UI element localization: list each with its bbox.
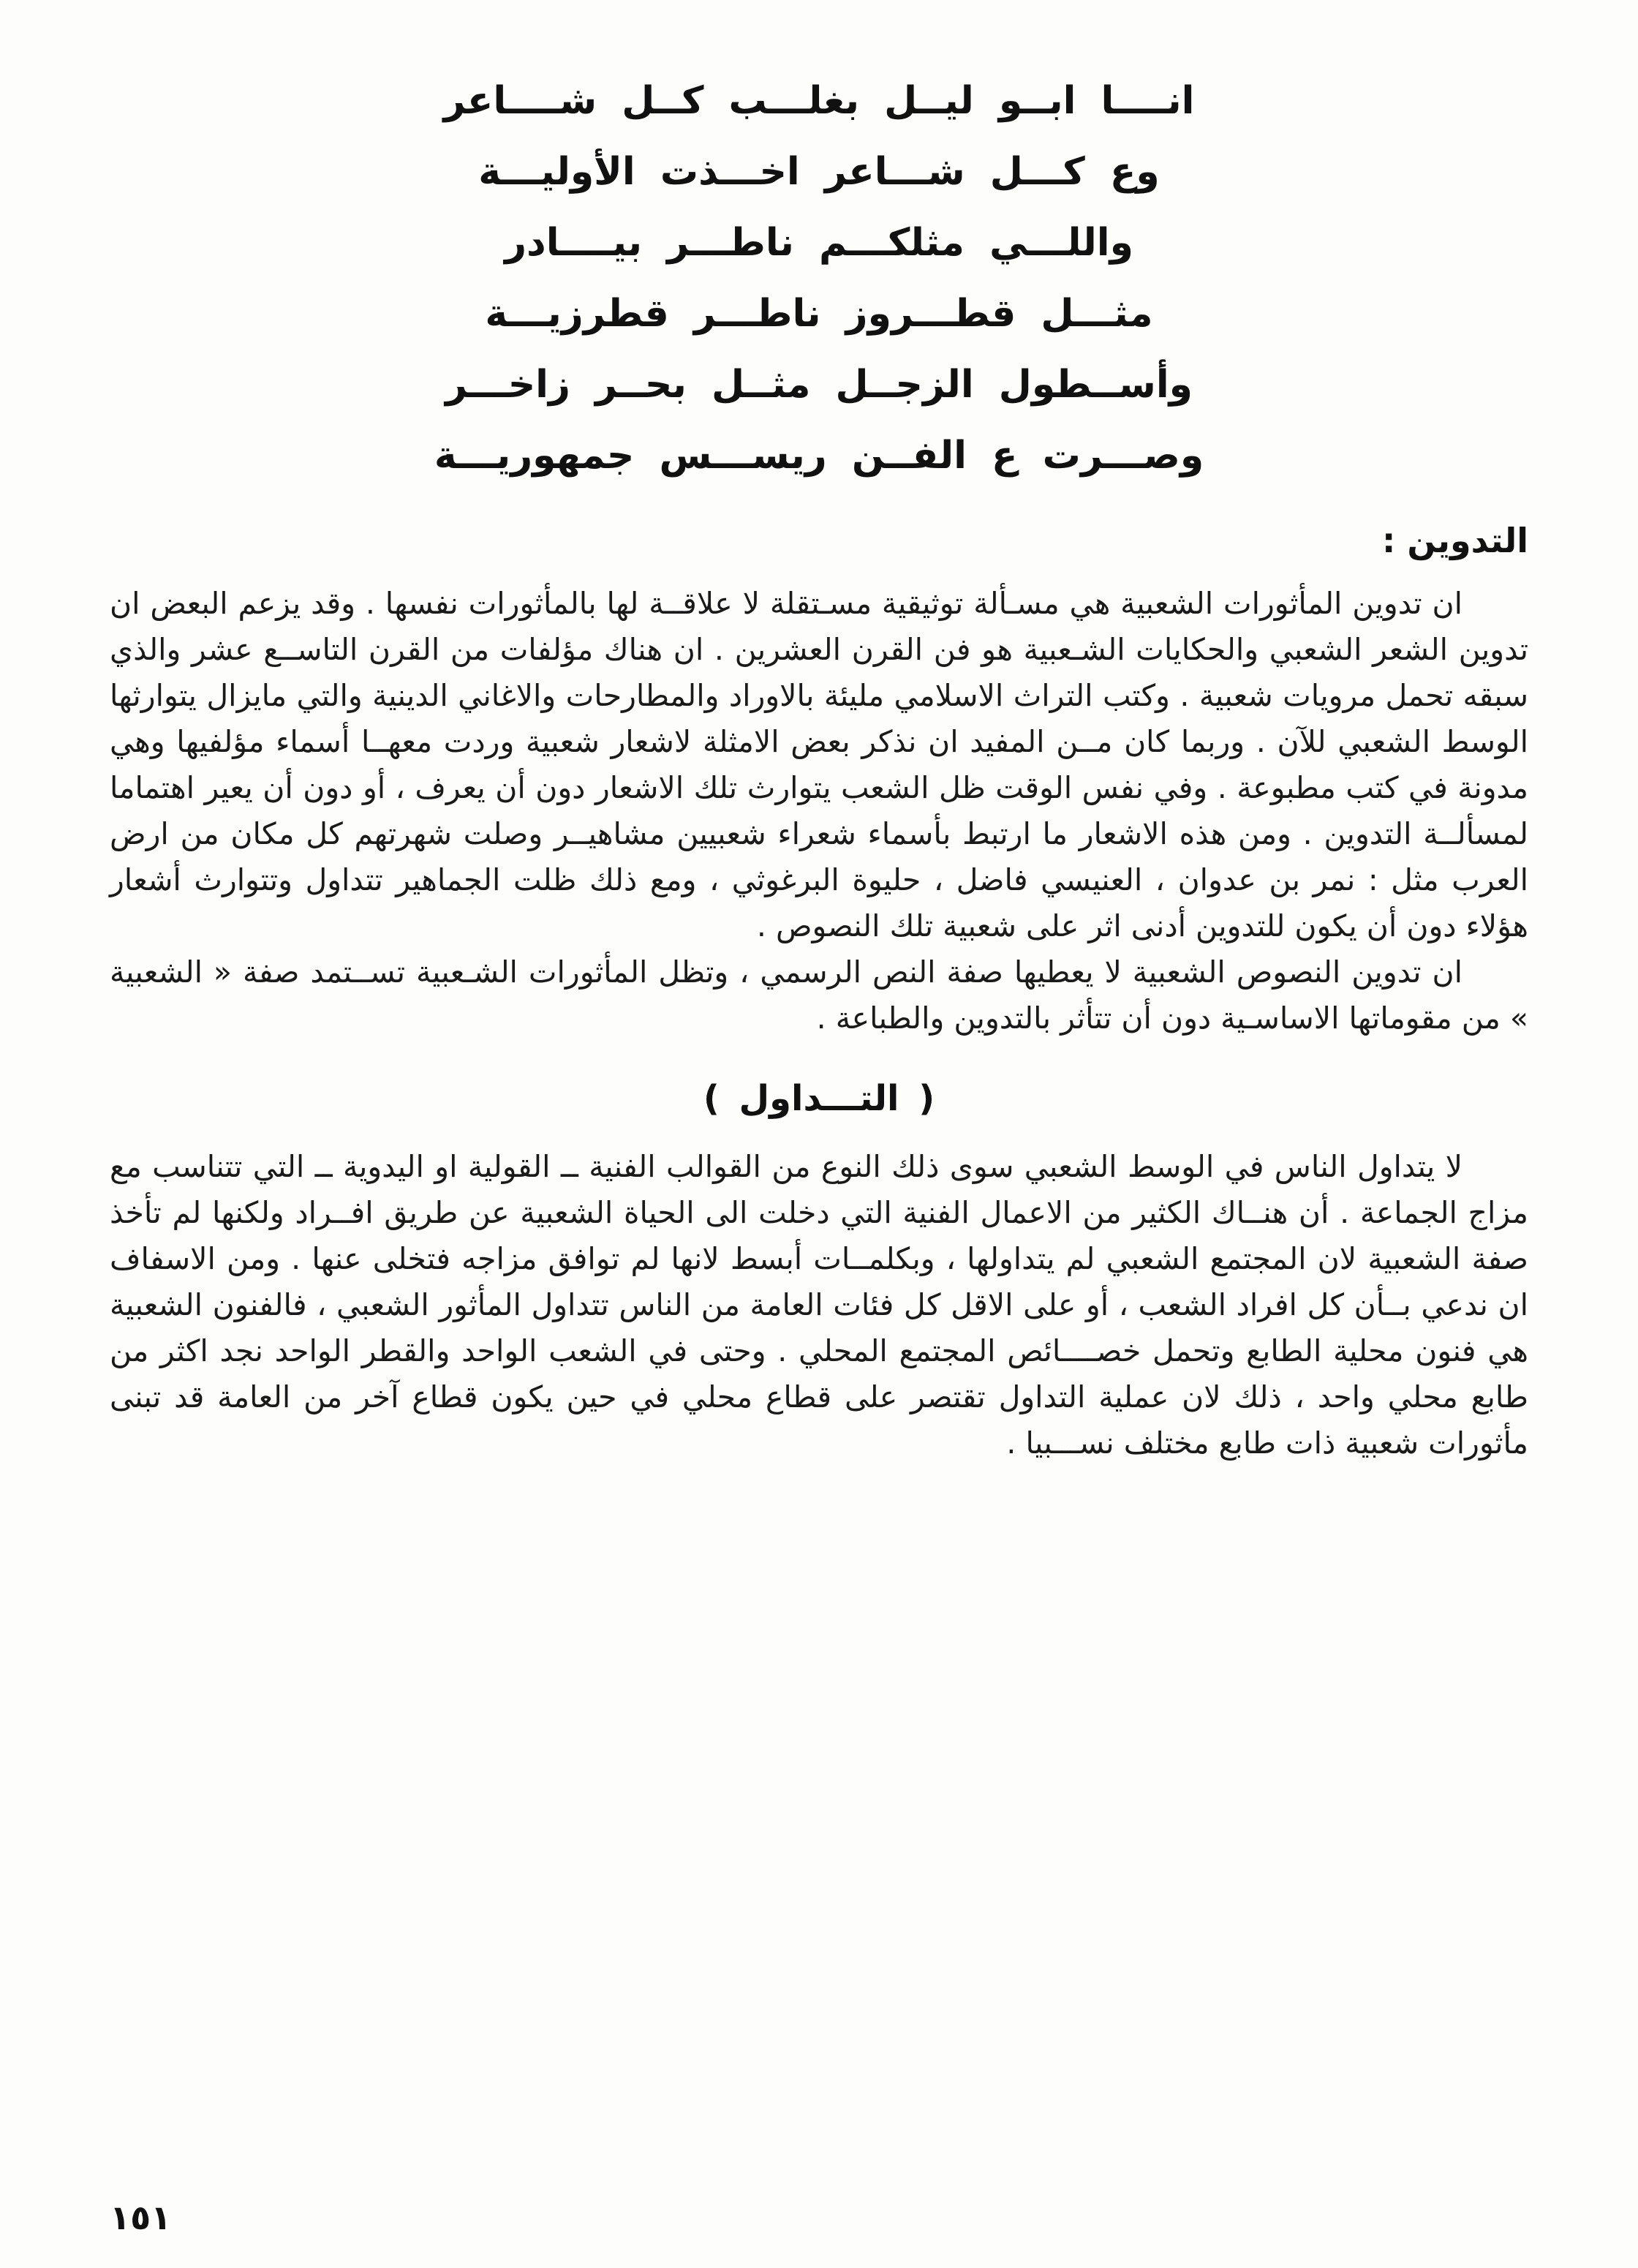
section-heading-tadwin: التدوين : [1381, 521, 1528, 560]
poem-line: واللـــي مثلكـــم ناطـــر بيــــادر [505, 221, 1133, 265]
poem-line: مثـــل قطـــروز ناطـــر قطرزيـــة [485, 292, 1153, 336]
section-heading-tadawul: ( التـــداول ) [703, 1078, 935, 1119]
poem-block [362, 66, 1276, 491]
paragraph: ان تدوين المأثورات الشعبية هي مسـألة توثيقية مسـتقلة لا علاقــة لها بالمأثورات نفسها . وقد يزعم البعض ان تدوين الشعر الشعبي والحكايات الشـعبية هو فن القرن العشرين . ان هناك مؤلفات من القرن التاســع عشر والذي سبقه تحمل مرويات شعبية . وكتب التراث الاسلامي مليئة بالاوراد والمطارحات والاغاني الدينية والتي مايزال يتوارثها الوسط الشعبي للآن . وربما كان مــن المفيد ان نذكر بعض الامثلة لاشعار شعبية وردت معهــا أسماء مؤلفيها وهي مدونة في كتب مطبوعة . وفي نفس الوقت ظل الشعب يتوارث تلك الاشعار دون أن يعرف ، أو دون أن يعير اهتماما لمسألــة التدوين . ومن هذه الاشعار ما ارتبط بأسماء شعراء شعبيين مشاهيــر وصلت شهرتهم كل مكان من ارض العرب مثل : نمر بن عدوان ، العنيسي فاضل ، حليوة البرغوثي ، ومع ذلك ظلت الجماهير تتداول وتتوارث أشعار هؤلاء دون أن يكون للتدوين أدنى اثر على شعبية تلك النصوص . [110, 586, 1528, 943]
poem-line: وأســطول الزجــل مثــل بحــر زاخـــر [445, 363, 1193, 407]
paragraph: ان تدوين النصوص الشعبية لا يعطيها صفة النص الرسمي ، وتظل المأثورات الشـعبية تســتمد صفة « الشعبية » من مقوماتها الاساسـية دون أن تتأثر بالتدوين والطباعة . [110, 954, 1528, 1036]
page-number: ١٥١ [110, 2198, 172, 2237]
poem-line: انــــا ابــو ليــل بغلـــب كــل شــــاعر [443, 79, 1195, 123]
poem-line: وصـــرت ع الفــن ريســـس جمهوريـــة [434, 434, 1204, 478]
poem-line: وع كـــل شـــاعر اخـــذت الأوليـــة [478, 150, 1160, 194]
paragraph: لا يتداول الناس في الوسط الشعبي سوى ذلك النوع من القوالب الفنية ــ القولية او اليدوية ــ التي تتناسب مع مزاج الجماعة . أن هنــاك الكثير من الاعمال الفنية التي دخلت الى الحياة الشعبية عن طريق افــراد ولكنها لم تأخذ صفة الشعبية لان المجتمع الشعبي لم يتداولها ، وبكلمــات أبسط لانها لم توافق مزاجه فتخلى عنها . ومن الاسفاف ان ندعي بــأن كل افراد الشعب ، أو على الاقل كل فئات العامة من الناس تتداول المأثور الشعبي ، فالفنون الشعبية هي فنون محلية الطابع وتحمل خصــــائص المجتمع المحلي . وحتى في الشعب الواحد والقطر الواحد نجد اكثر من طابع محلي واحد ، ذلك لان عملية التداول تقتصر على قطاع محلي في حين يكون قطاع آخر من العامة قد تبنى مأثورات شعبية ذات طابع مختلف نســـبيا . [110, 1149, 1528, 1461]
